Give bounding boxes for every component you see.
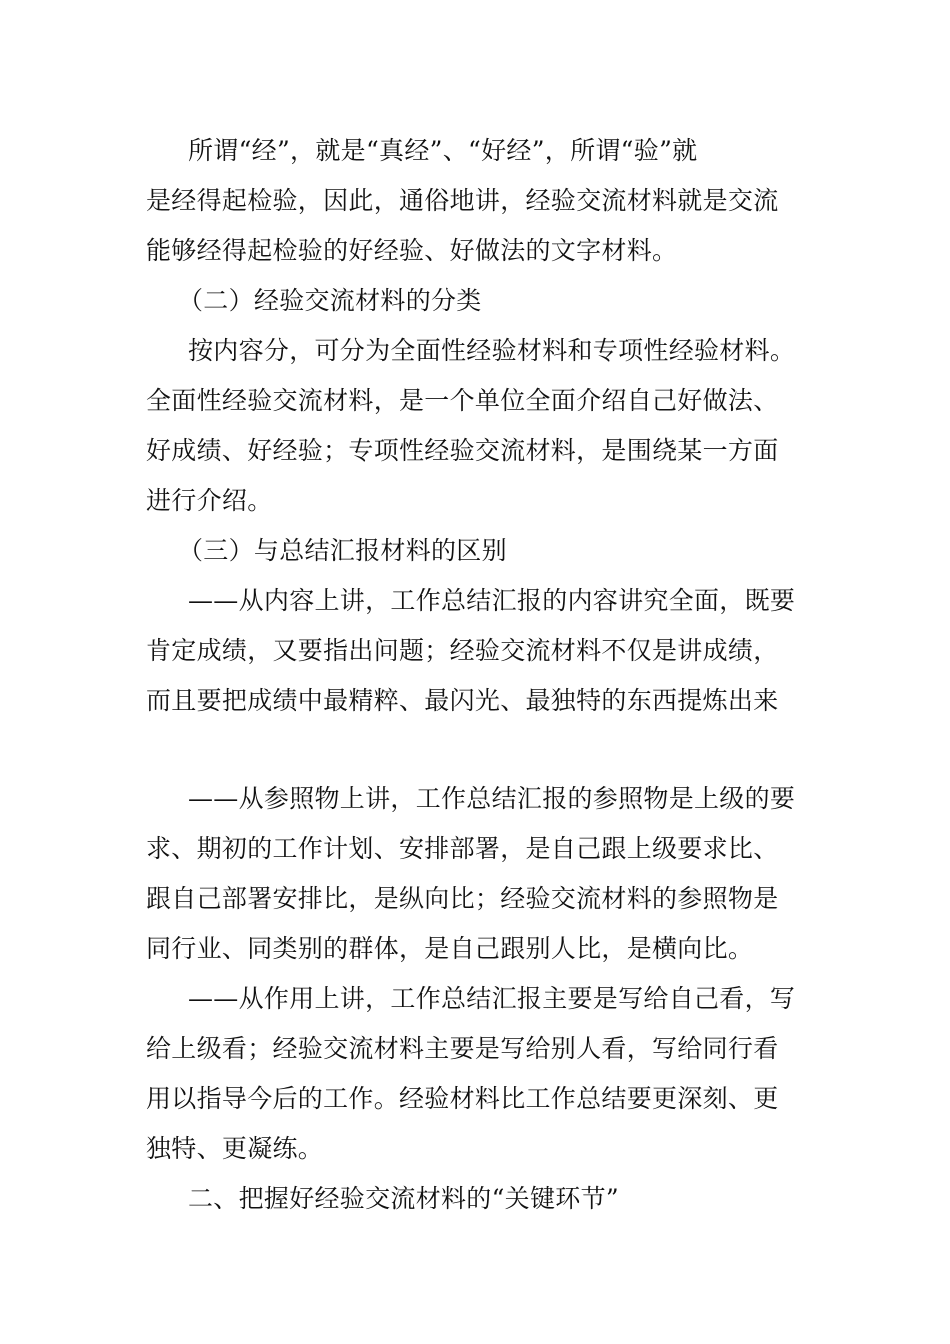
text-line: ——从作用上讲，工作总结汇报主要是写给自己看，写 — [188, 984, 796, 1013]
text-line: 好成绩、好经验；专项性经验交流材料，是围绕某一方面 — [146, 436, 779, 465]
text-line: 跟自己部署安排比，是纵向比；经验交流材料的参照物是 — [146, 884, 779, 913]
text-line: 能够经得起检验的好经验、好做法的文字材料。 — [146, 236, 678, 265]
section-heading: （二）经验交流材料的分类 — [178, 286, 482, 315]
text-line: ——从参照物上讲，工作总结汇报的参照物是上级的要 — [188, 784, 796, 813]
text-line: ——从内容上讲，工作总结汇报的内容讲究全面，既要 — [188, 586, 796, 615]
text-line: 所谓“经”，就是“真经”、“好经”，所谓“验”就 — [188, 136, 698, 165]
text-line: 全面性经验交流材料，是一个单位全面介绍自己好做法、 — [146, 386, 779, 415]
text-line: 同行业、同类别的群体，是自己跟别人比，是横向比。 — [146, 934, 754, 963]
text-line: 给上级看；经验交流材料主要是写给别人看，写给同行看 — [146, 1034, 779, 1063]
text-line: 按内容分，可分为全面性经验材料和专项性经验材料。 — [188, 336, 796, 365]
text-line: 而且要把成绩中最精粹、最闪光、最独特的东西提炼出来 — [146, 686, 779, 715]
text-line: 用以指导今后的工作。经验材料比工作总结要更深刻、更 — [146, 1084, 779, 1113]
text-line: 肯定成绩，又要指出问题；经验交流材料不仅是讲成绩， — [146, 636, 779, 665]
text-line: 独特、更凝练。 — [146, 1134, 324, 1163]
section-heading: 二、把握好经验交流材料的“关键环节” — [188, 1184, 619, 1213]
text-line: 求、期初的工作计划、安排部署，是自己跟上级要求比、 — [146, 834, 779, 863]
section-heading: （三）与总结汇报材料的区别 — [178, 536, 507, 565]
text-line: 进行介绍。 — [146, 486, 273, 515]
text-line: 是经得起检验，因此，通俗地讲，经验交流材料就是交流 — [146, 186, 779, 215]
